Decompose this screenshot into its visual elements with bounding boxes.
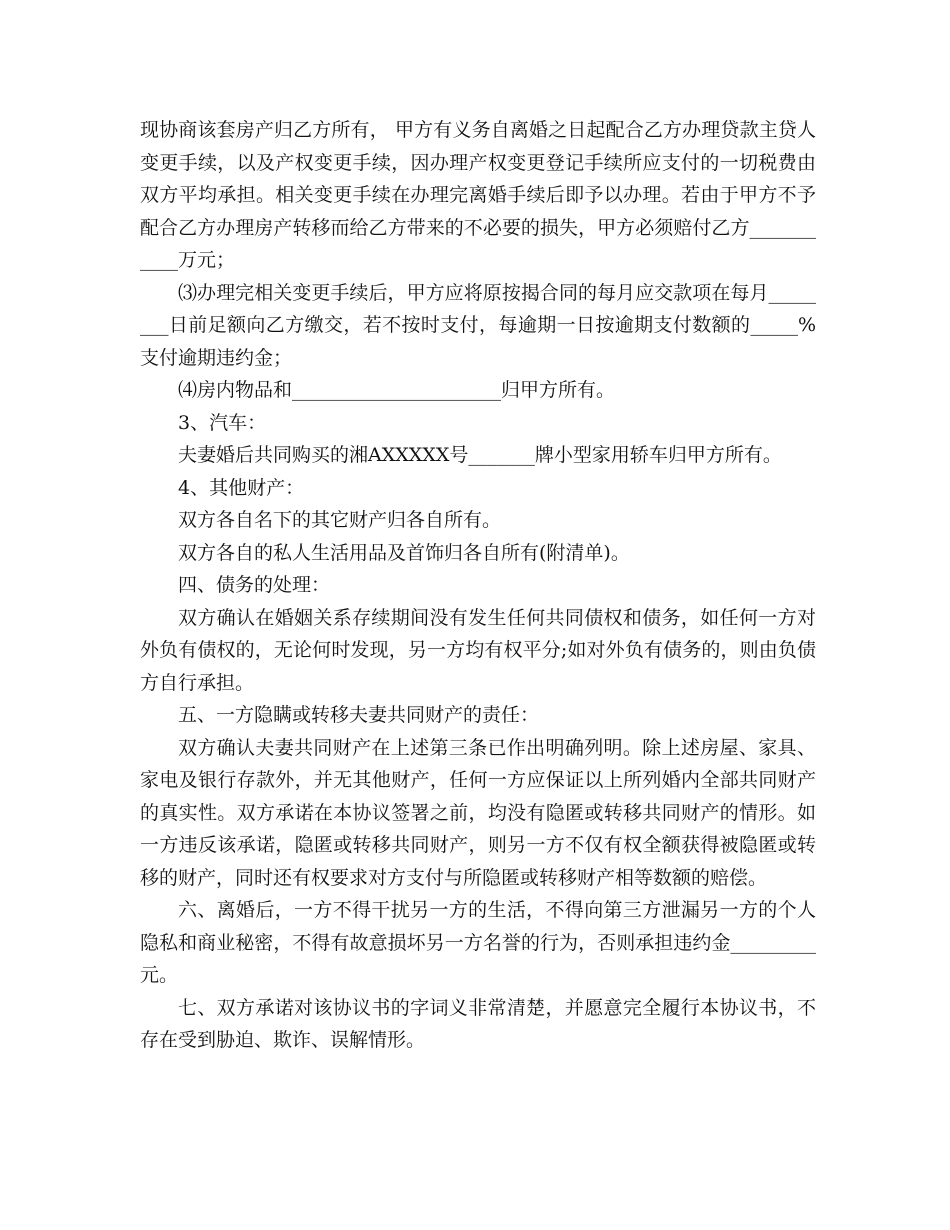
- paragraph-car: 夫妻婚后共同购买的湘AXXXXX号_______牌小型家用轿车归甲方所有。: [178, 444, 782, 466]
- heading-car: 3、汽车：: [178, 411, 267, 434]
- document-body: [140, 114, 816, 1057]
- paragraph-non-interference: 六、离婚后，一方不得干扰另一方的生活，不得向第三方泄漏另一方的个人隐私和商业秘密，不得有故意损坏另一方名誉的行为，否则承担违约金_________元。: [140, 899, 816, 986]
- paragraph-household-items: ⑷房内物品和______________________归甲方所有。: [178, 379, 616, 401]
- paragraph-mortgage-payment: ⑶办理完相关变更手续后，甲方应将原按揭合同的每月应交款项在每月________日前足额向乙方缴交，若不按时支付，每逾期一日按逾期支付数额的_____%支付逾期违约金；: [140, 281, 816, 369]
- paragraph-commitment: 七、双方承诺对该协议书的字词义非常清楚，并愿意完全履行本协议书，不存在受到胁迫、欺诈、误解情形。: [140, 996, 816, 1051]
- heading-concealment: 五、一方隐瞒或转移夫妻共同财产的责任：: [178, 704, 540, 726]
- heading-debts: 四、债务的处理：: [178, 574, 331, 596]
- paragraph-concealment: 双方确认夫妻共同财产在上述第三条已作出明确列明。除上述房屋、家具、家电及银行存款外，并无其他财产，任何一方应保证以上所列婚内全部共同财产的真实性。双方承诺在本协议签署之前，均没有隐匿或转移共同财产的情形。如一方违反该承诺，隐匿或转移共同财产，则另一方不仅有权全额获得被隐匿或转移的财产，同时还有权要求对方支付与所隐匿或转移财产相等数额的赔偿。: [140, 736, 816, 889]
- paragraph-house-transfer: 现协商该套房产归乙方所有， 甲方有义务自离婚之日起配合乙方办理贷款主贷人变更手续，以及产权变更手续，因办理产权变更登记手续所应支付的一切税费由双方平均承担。相关变更手续在办理完离婚手续后即予以办理。若由于甲方不予配合乙方办理房产转移而给乙方带来的不必要的损失，甲方必须赔付乙方___________万元；: [140, 119, 816, 271]
- paragraph-other-property-1: 双方各自名下的其它财产归各自所有。: [178, 509, 502, 531]
- paragraph-debts: 双方确认在婚姻关系存续期间没有发生任何共同债权和债务，如任何一方对外负有债权的，无论何时发现，另一方均有权平分;如对外负有债务的，则由负债方自行承担。: [140, 606, 816, 694]
- heading-other-property: 4、其他财产：: [178, 476, 305, 499]
- paragraph-other-property-2: 双方各自的私人生活用品及首饰归各自所有(附清单)。: [178, 541, 630, 564]
